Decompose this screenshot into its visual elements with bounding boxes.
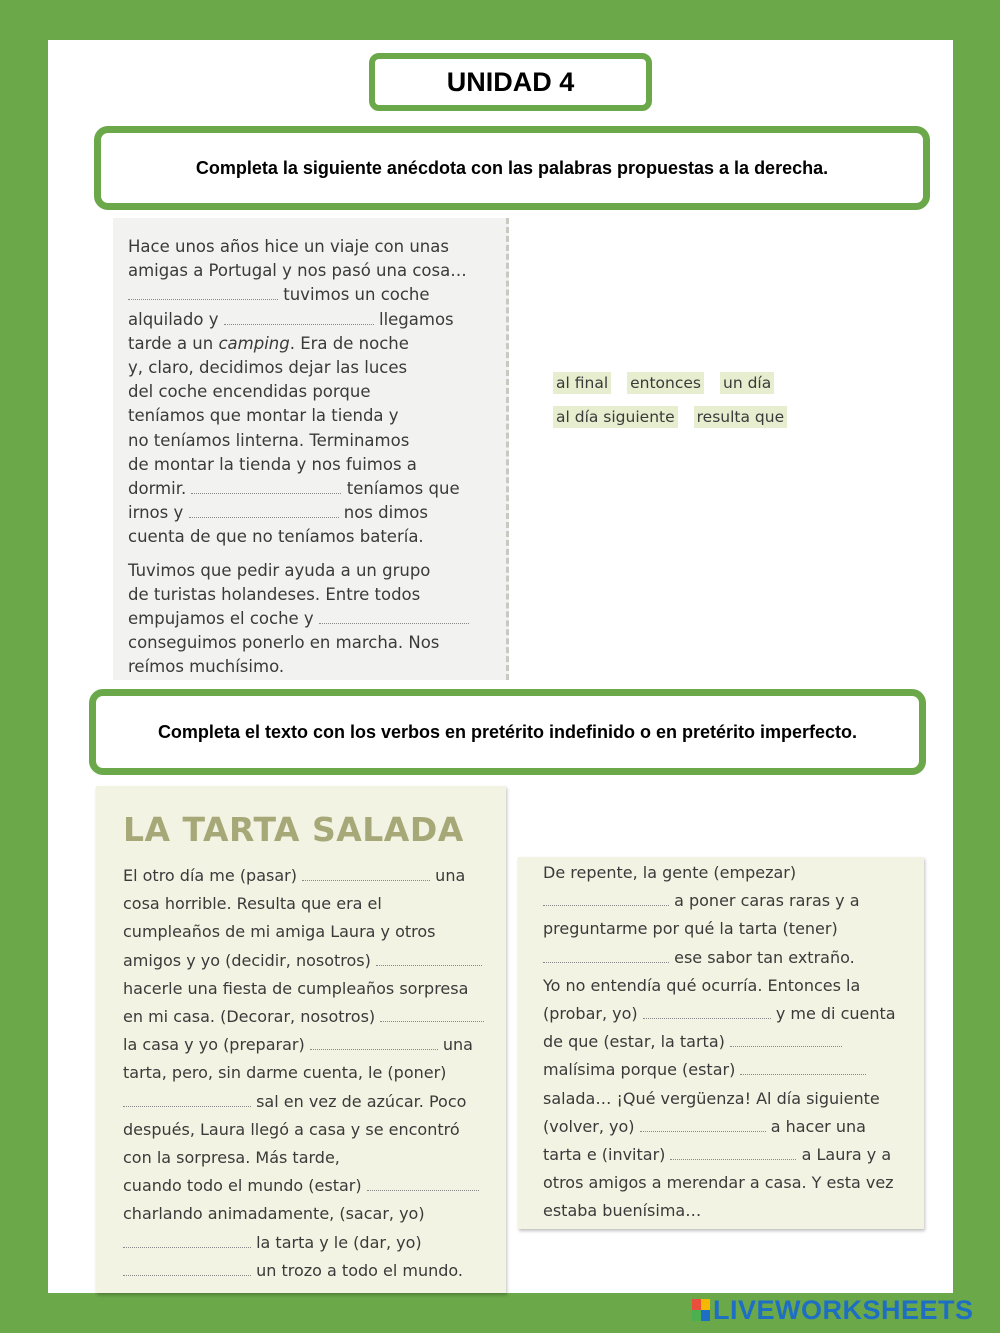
blank-5[interactable]: [319, 609, 469, 624]
text-line: preguntarme por qué la tarta (tener): [543, 919, 838, 939]
text-line: empujamos el coche y: [128, 609, 314, 629]
text-line: malísima porque (estar): [543, 1060, 736, 1080]
verb-blank-2[interactable]: [376, 951, 482, 966]
text-line: tarta e (invitar): [543, 1145, 666, 1165]
tarta-text-left: [123, 862, 490, 1285]
text-line: hacerle una fiesta de cumpleaños sorpresa: [123, 978, 469, 998]
verb-blank-7[interactable]: [123, 1233, 251, 1248]
tarta-card-right: [518, 857, 924, 1229]
liveworksheets-logo: [692, 1293, 974, 1327]
verb-blank-3[interactable]: [380, 1007, 484, 1022]
text-line: después, Laura llegó a casa y se encontró: [123, 1119, 460, 1139]
text-line: una: [442, 1035, 473, 1055]
word-chip: al día siguiente: [553, 406, 678, 428]
anecdote-card: [113, 218, 509, 680]
text-line: conseguimos ponerlo en marcha. Nos: [128, 633, 440, 653]
text-line: cuando todo el mundo (estar): [123, 1176, 362, 1196]
text-line: la tarta y le (dar, yo): [256, 1232, 422, 1252]
blank-1[interactable]: [128, 285, 278, 300]
word-chip: al final: [553, 372, 611, 394]
text-line: y, claro, decidimos dejar las luces: [128, 358, 408, 378]
text-line: (probar, yo): [543, 1004, 638, 1024]
text-line: una: [435, 866, 466, 885]
text-line: (volver, yo): [543, 1116, 635, 1136]
text-line: salada… ¡Qué vergüenza! Al día siguiente: [543, 1088, 880, 1108]
text-line: la casa y yo (preparar): [123, 1035, 305, 1055]
verb-blank-13[interactable]: [740, 1060, 866, 1075]
verb-blank-8[interactable]: [123, 1261, 251, 1276]
text-line: cosa horrible. Resulta que era el: [123, 894, 382, 914]
text-line: otros amigos a merendar a casa. Y esta vez: [543, 1173, 894, 1193]
blank-4[interactable]: [189, 503, 339, 518]
text-line: sal en vez de azúcar. Poco: [256, 1091, 467, 1111]
text-line: tuvimos un coche: [283, 285, 430, 305]
anecdote-paragraph-2: [128, 559, 494, 680]
italic-word: camping: [218, 333, 290, 353]
text-line: cuenta de que no teníamos batería.: [128, 527, 424, 547]
word-chip: un día: [720, 372, 774, 394]
text-line: de que (estar, la tarta): [543, 1032, 725, 1052]
word-chip: resulta que: [694, 406, 787, 428]
text-line: y me di cuenta: [775, 1004, 896, 1024]
text-line: ese sabor tan extraño.: [674, 947, 855, 967]
verb-blank-4[interactable]: [310, 1035, 438, 1050]
text-line: a poner caras raras y a: [674, 891, 860, 911]
text-line: irnos y: [128, 503, 184, 523]
text-line: . Era de noche: [289, 333, 409, 353]
text-line: Hace unos años hice un viaje con unas: [128, 237, 449, 256]
text-line: alquilado y: [128, 309, 219, 329]
word-bank: [553, 372, 853, 440]
blank-2[interactable]: [224, 310, 374, 325]
tarta-card-left: [96, 786, 506, 1293]
verb-blank-11[interactable]: [643, 1004, 771, 1019]
logo-icon: [692, 1299, 710, 1321]
text-line: estaba buenísima…: [543, 1201, 702, 1221]
word-bank-row: [553, 372, 853, 394]
verb-blank-14[interactable]: [640, 1117, 766, 1132]
text-line: teníamos que montar la tienda y: [128, 406, 399, 426]
text-line: un trozo a todo el mundo.: [256, 1260, 463, 1280]
text-line: amigas a Portugal y nos pasó una cosa…: [128, 261, 467, 281]
text-line: en mi casa. (Decorar, nosotros): [123, 1007, 376, 1027]
verb-blank-15[interactable]: [670, 1145, 796, 1160]
text-line: Tuvimos que pedir ayuda a un grupo: [128, 560, 431, 580]
anecdote-paragraph-1: [128, 235, 494, 550]
text-line: tarde a un: [128, 333, 214, 353]
text-line: a hacer una: [770, 1116, 866, 1136]
text-line: cumpleaños de mi amiga Laura y otros: [123, 922, 436, 942]
verb-blank-1[interactable]: [302, 866, 430, 881]
text-line: reímos muchísimo.: [128, 657, 285, 677]
text-line: dormir.: [128, 479, 187, 499]
instruction-text-2: Completa el texto con los verbos en pretérito indefinido o en pretérito imperfecto.: [157, 721, 858, 742]
text-line: a Laura y a: [801, 1145, 892, 1165]
text-line: amigos y yo (decidir, nosotros): [123, 950, 371, 970]
word-chip: entonces: [627, 372, 704, 394]
page-title: UNIDAD 4: [369, 53, 652, 111]
text-line: de montar la tienda y nos fuimos a: [128, 454, 417, 474]
word-bank-row: [553, 406, 853, 428]
text-line: llegamos: [378, 309, 454, 329]
instruction-box-2: [89, 689, 926, 775]
text-line: de turistas holandeses. Entre todos: [128, 584, 421, 604]
instruction-box-1: [94, 126, 930, 210]
instruction-text-1: Completa la siguiente anécdota con las palabras propuestas a la derecha.: [195, 157, 829, 178]
text-line: El otro día me (pasar): [123, 866, 297, 885]
text-line: charlando animadamente, (sacar, yo): [123, 1204, 425, 1224]
text-line: nos dimos: [343, 503, 428, 523]
tarta-title: LA TARTA SALADA: [123, 810, 464, 849]
verb-blank-9[interactable]: [543, 891, 669, 906]
verb-blank-5[interactable]: [123, 1092, 251, 1107]
verb-blank-10[interactable]: [543, 948, 669, 963]
text-line: con la sorpresa. Más tarde,: [123, 1148, 340, 1168]
text-line: del coche encendidas porque: [128, 382, 371, 402]
text-line: Yo no entendía qué ocurría. Entonces la: [543, 975, 861, 995]
verb-blank-12[interactable]: [730, 1032, 842, 1047]
text-line: teníamos que: [346, 479, 460, 499]
text-line: no teníamos linterna. Terminamos: [128, 430, 410, 450]
text-line: tarta, pero, sin darme cuenta, le (poner): [123, 1063, 447, 1083]
verb-blank-6[interactable]: [367, 1176, 479, 1191]
blank-3[interactable]: [191, 479, 341, 494]
text-line: De repente, la gente (empezar): [543, 863, 797, 882]
logo-text: LIVEWORKSHEETS: [713, 1294, 974, 1325]
